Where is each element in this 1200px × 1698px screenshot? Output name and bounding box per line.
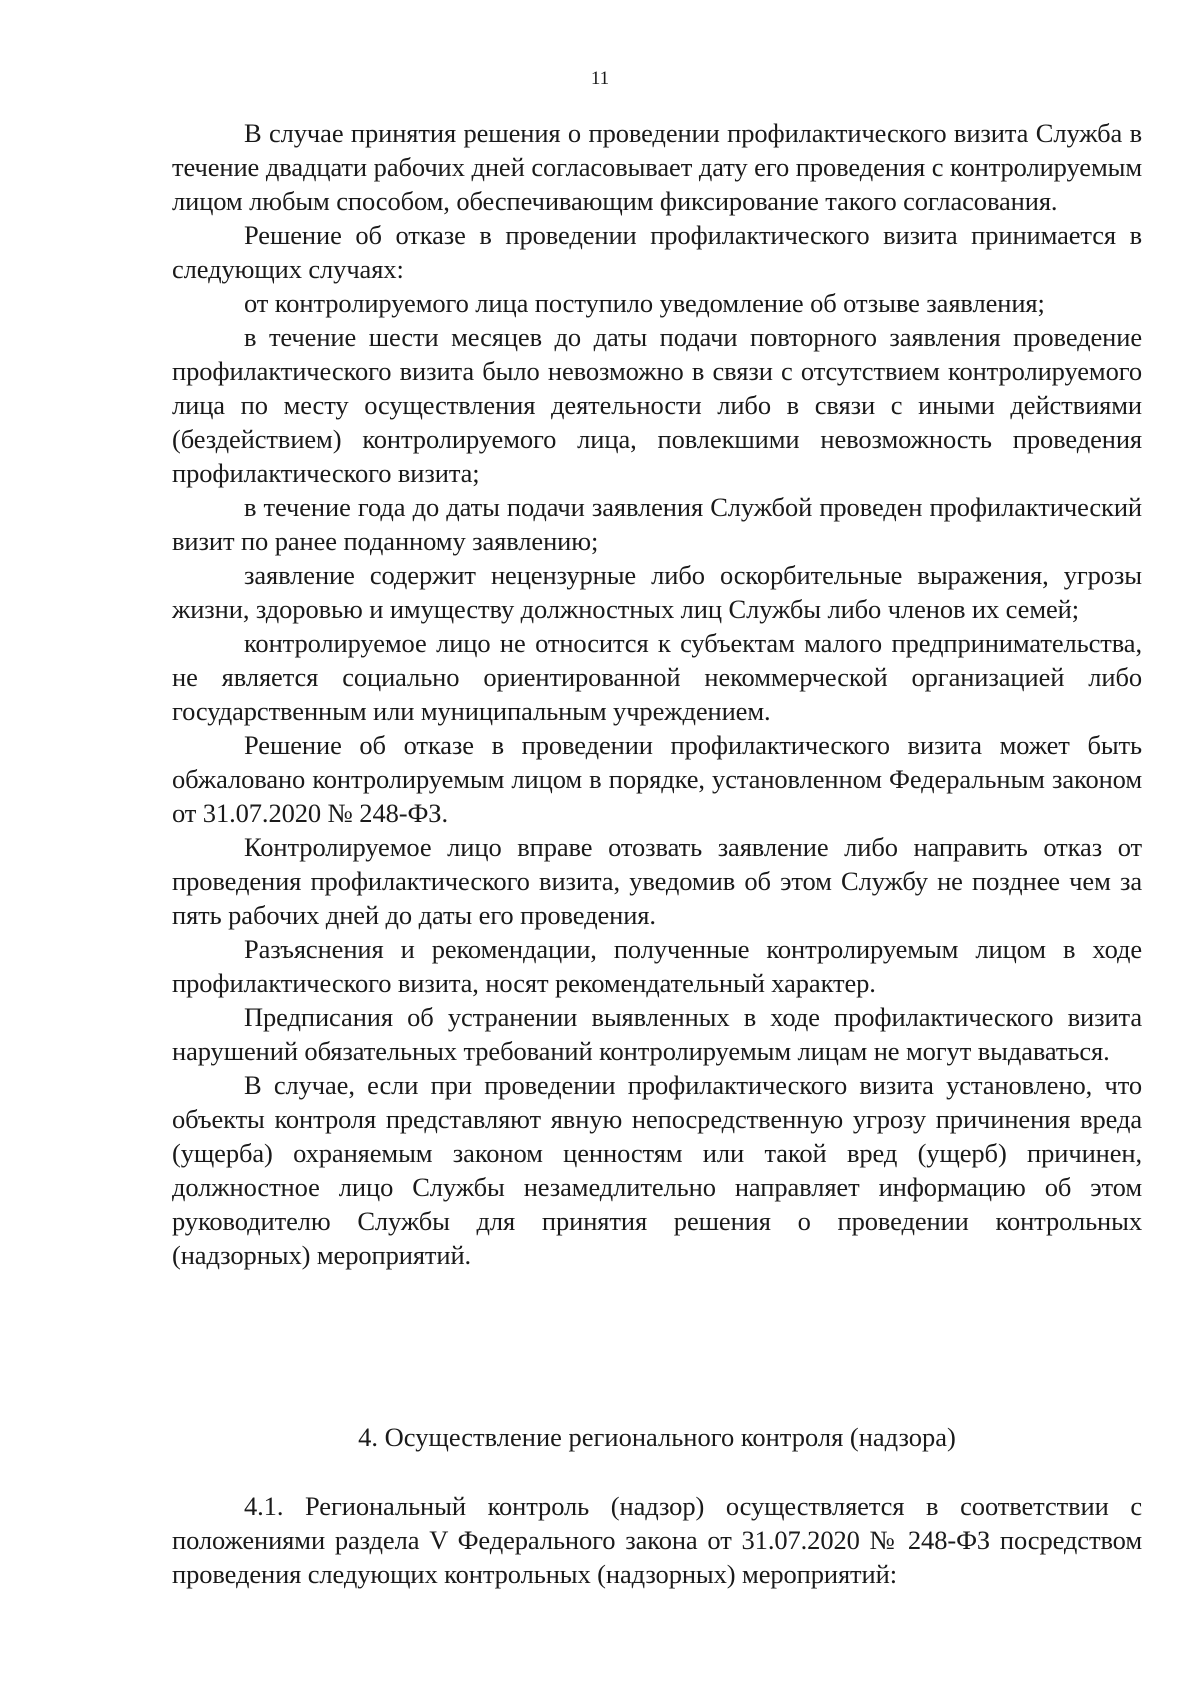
paragraph: от контролируемого лица поступило уведомление об отзыве заявления;	[244, 288, 1045, 318]
paragraph: Разъяснения и рекомендации, полученные контролируемым лицом в ходе профилактического визита, носят рекомендательный характер.	[172, 934, 1142, 998]
paragraph: Контролируемое лицо вправе отозвать заявление либо направить отказ от проведения профилактического визита, уведомив об этом Службу не позднее чем за пять рабочих дней до даты его проведения.	[172, 832, 1142, 930]
subsection-body	[172, 1489, 1142, 1591]
paragraph: заявление содержит нецензурные либо оскорбительные выражения, угрозы жизни, здоровью и имуществу должностных лиц Службы либо членов их семей;	[172, 560, 1142, 624]
paragraph: В случае принятия решения о проведении профилактического визита Служба в течение двадцати рабочих дней согласовывает дату его проведения с контролируемым лицом любым способом, обеспечивающим фиксирование такого согласования.	[172, 118, 1142, 216]
paragraph: Решение об отказе в проведении профилактического визита может быть обжаловано контролируемым лицом в порядке, установленном Федеральным законом от 31.07.2020 № 248-ФЗ.	[172, 730, 1142, 828]
paragraph: Предписания об устранении выявленных в ходе профилактического визита нарушений обязательных требований контролируемым лицам не могут выдаваться.	[172, 1002, 1142, 1066]
section-heading: 4. Осуществление регионального контроля (надзора)	[358, 1422, 956, 1452]
paragraph: контролируемое лицо не относится к субъектам малого предпринимательства, не является социально ориентированной некоммерческой организацией либо государственным или муниципальным учреждением.	[172, 628, 1142, 726]
subsection-paragraph: 4.1. Региональный контроль (надзор) осуществляется в соответствии с положениями раздела V Федерального закона от 31.07.2020 № 248-ФЗ посредством проведения следующих контрольных (надзорных) мероприятий:	[172, 1491, 1142, 1589]
document-body	[172, 116, 1142, 1272]
paragraph: Решение об отказе в проведении профилактического визита принимается в следующих случаях:	[172, 220, 1142, 284]
paragraph: в течение шести месяцев до даты подачи повторного заявления проведение профилактического визита было невозможно в связи с отсутствием контролируемого лица по месту осуществления деятельности либо в связи с иными действиями (бездействием) контролируемого лица, повлекшими невозможность проведения профилактического визита;	[172, 322, 1142, 488]
page-number: 11	[590, 68, 610, 89]
paragraph: в течение года до даты подачи заявления Службой проведен профилактический визит по ранее поданному заявлению;	[172, 492, 1142, 556]
paragraph: В случае, если при проведении профилактического визита установлено, что объекты контроля представляют явную непосредственную угрозу причинения вреда (ущерба) охраняемым законом ценностям или такой вред (ущерб) причинен, должностное лицо Службы незамедлительно направляет информацию об этом руководителю Службы для принятия решения о проведении контрольных (надзорных) мероприятий.	[172, 1070, 1142, 1270]
